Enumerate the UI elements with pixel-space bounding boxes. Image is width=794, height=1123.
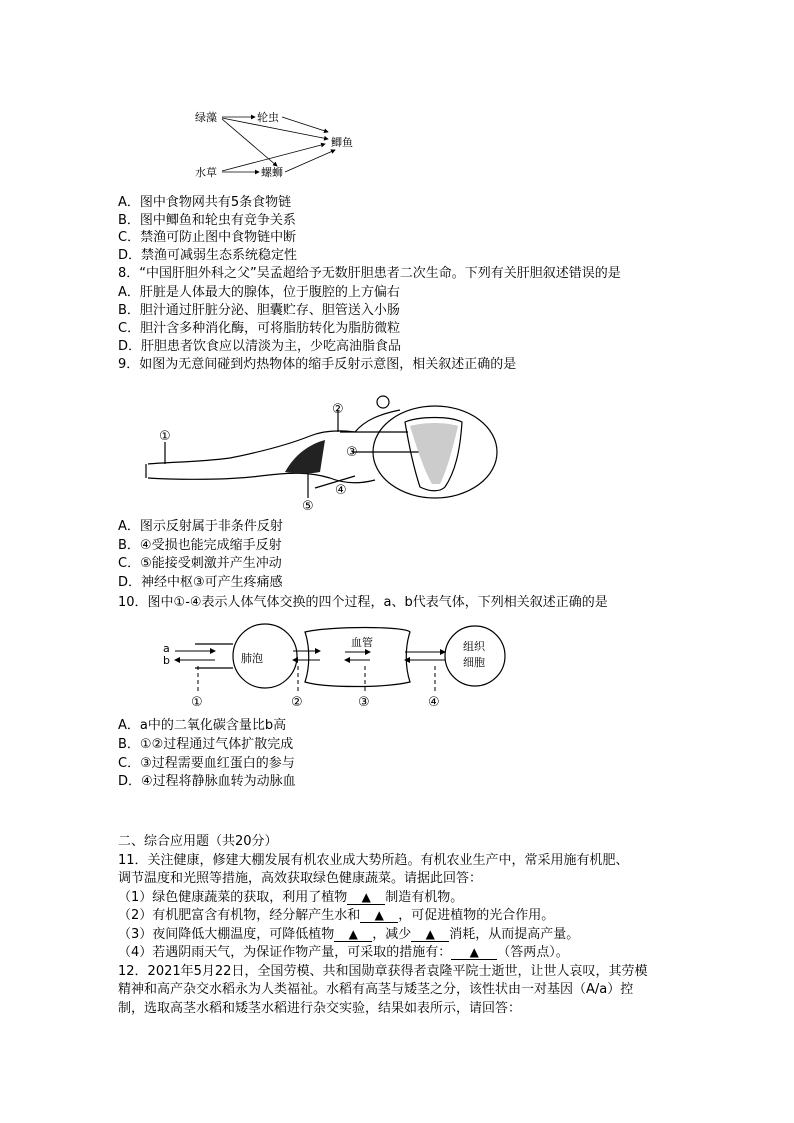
process-3-label: ③ — [358, 695, 370, 710]
q11-part-2 — [118, 907, 554, 925]
q8-stem: 8．“中国肝胆外科之父”吴孟超给予无数肝胆患者二次生命。下列有关肝胆叙述错误的是 — [118, 266, 621, 281]
q10-stem: 10．图中①-④表示人体气体交换的四个过程，a、b代表气体，下列相关叙述正确的是 — [118, 595, 608, 610]
q9-option-d: D．神经中枢③可产生疼痛感 — [118, 575, 283, 590]
q11-part-4 — [118, 944, 569, 962]
q10-option-a: A．a中的二氧化碳含量比b高 — [118, 718, 287, 733]
q12-line-1: 12．2021年5月22日，全国劳模、共和国勋章获得者袁隆平院士逝世，让世人哀叹，其劳模 — [118, 964, 648, 979]
gas-b-label: b — [163, 654, 170, 667]
rotifer-label: 轮虫 — [257, 111, 279, 124]
food-web-diagram — [185, 104, 375, 184]
label-afferent: ② — [332, 402, 344, 417]
q11-part-1 — [118, 889, 463, 907]
q8-option-d: D．肝胆患者饮食应以清淡为主，少吃高油脂食品 — [118, 339, 402, 354]
q7-option-d: D．禁渔可减弱生态系统稳定性 — [118, 248, 298, 263]
q8-option-c: C．胆汁含多种消化酶，可将脂肪转化为脂肪微粒 — [118, 321, 401, 336]
q11-p2-text-a: （2）有机肥富含有机物，经分解产生水和 — [118, 908, 361, 923]
process-4-label: ④ — [428, 695, 440, 710]
gas-a-label: a — [163, 642, 170, 655]
q10-option-c: C．③过程需要血红蛋白的参与 — [118, 756, 295, 771]
snail-label: 螺蛳 — [261, 166, 283, 179]
q12-line-3: 制，选取高茎水稻和矮茎水稻进行杂交实验，结果如表所示，请回答： — [118, 1001, 522, 1016]
gas-exchange-diagram — [155, 622, 525, 712]
process-1-label: ① — [191, 695, 203, 710]
q12-line-2: 精神和高产杂交水稻永为人类福祉。水稻有高茎与矮茎之分，该性状由一对基因（A/a）控 — [118, 982, 634, 997]
q11-blank-2[interactable]: ▲ — [360, 908, 398, 923]
q11-stem-2: 调节温度和光照等措施，高效获取绿色健康蔬菜。请据此回答： — [118, 871, 483, 886]
label-receptor: ① — [159, 429, 171, 444]
q9-option-a: A．图示反射属于非条件反射 — [118, 519, 283, 534]
section-2-title: 二、综合应用题（共20分） — [118, 834, 278, 849]
alveolus-label: 肺泡 — [241, 652, 263, 665]
q11-blank-1[interactable]: ▲ — [347, 890, 385, 905]
q9-option-b: B．④受损也能完成缩手反射 — [118, 538, 282, 553]
q9-stem: 9．如图为无意间碰到灼热物体的缩手反射示意图，相关叙述正确的是 — [118, 357, 517, 372]
q11-blank-5[interactable]: ▲ — [451, 945, 497, 960]
q11-p4-text-b: （答两点）。 — [497, 945, 569, 960]
q10-option-b: B．①②过程通过气体扩散完成 — [118, 737, 294, 752]
tissue-label-2: 细胞 — [463, 656, 485, 669]
q8-option-b: B．胆汁通过肝脏分泌、胆囊贮存、胆管送入小肠 — [118, 303, 400, 318]
q11-p1-text-a: （1）绿色健康蔬菜的获取，利用了植物 — [118, 890, 348, 905]
label-center: ③ — [346, 445, 358, 460]
q11-stem-1: 11．关注健康，修建大棚发展有机农业成大势所趋。有机农业生产中，常采用施有机肥、 — [118, 853, 629, 868]
label-efferent: ④ — [335, 483, 347, 498]
q7-option-b: B．图中鲫鱼和轮虫有竞争关系 — [118, 213, 296, 228]
algae-label: 绿藻 — [195, 111, 217, 124]
waterweed-label: 水草 — [195, 166, 217, 179]
process-2-label: ② — [291, 695, 303, 710]
q7-option-c: C．禁渔可防止图中食物链中断 — [118, 230, 297, 245]
tissue-label-1: 组织 — [463, 640, 485, 653]
q11-part-3 — [118, 926, 579, 944]
q10-option-d: D．④过程将静脉血转为动脉血 — [118, 774, 296, 789]
q11-blank-4[interactable]: ▲ — [411, 927, 449, 942]
q11-p3-text-a: （3）夜间降低大棚温度，可降低植物 — [118, 927, 335, 942]
q7-option-a: A．图中食物网共有5条食物链 — [118, 195, 292, 210]
q11-p3-text-b: ，减少 — [372, 927, 412, 942]
q9-option-c: C．⑤能接受刺激并产生冲动 — [118, 556, 282, 571]
vessel-label: 血管 — [351, 636, 373, 649]
q11-p4-text-a: （4）若遇阴雨天气，为保证作物产量，可采取的措施有： — [118, 945, 452, 960]
reflex-arc-diagram — [140, 392, 500, 514]
q11-p3-text-c: 消耗，从而提高产量。 — [449, 927, 580, 942]
q11-p2-text-b: ，可促进植物的光合作用。 — [398, 908, 555, 923]
q11-blank-3[interactable]: ▲ — [334, 927, 372, 942]
crucian-label: 鲫鱼 — [331, 136, 353, 149]
q8-option-a: A．肝脏是人体最大的腺体，位于腹腔的上方偏右 — [118, 285, 400, 300]
q11-p1-text-b: 制造有机物。 — [385, 890, 464, 905]
label-effector: ⑤ — [302, 499, 314, 514]
